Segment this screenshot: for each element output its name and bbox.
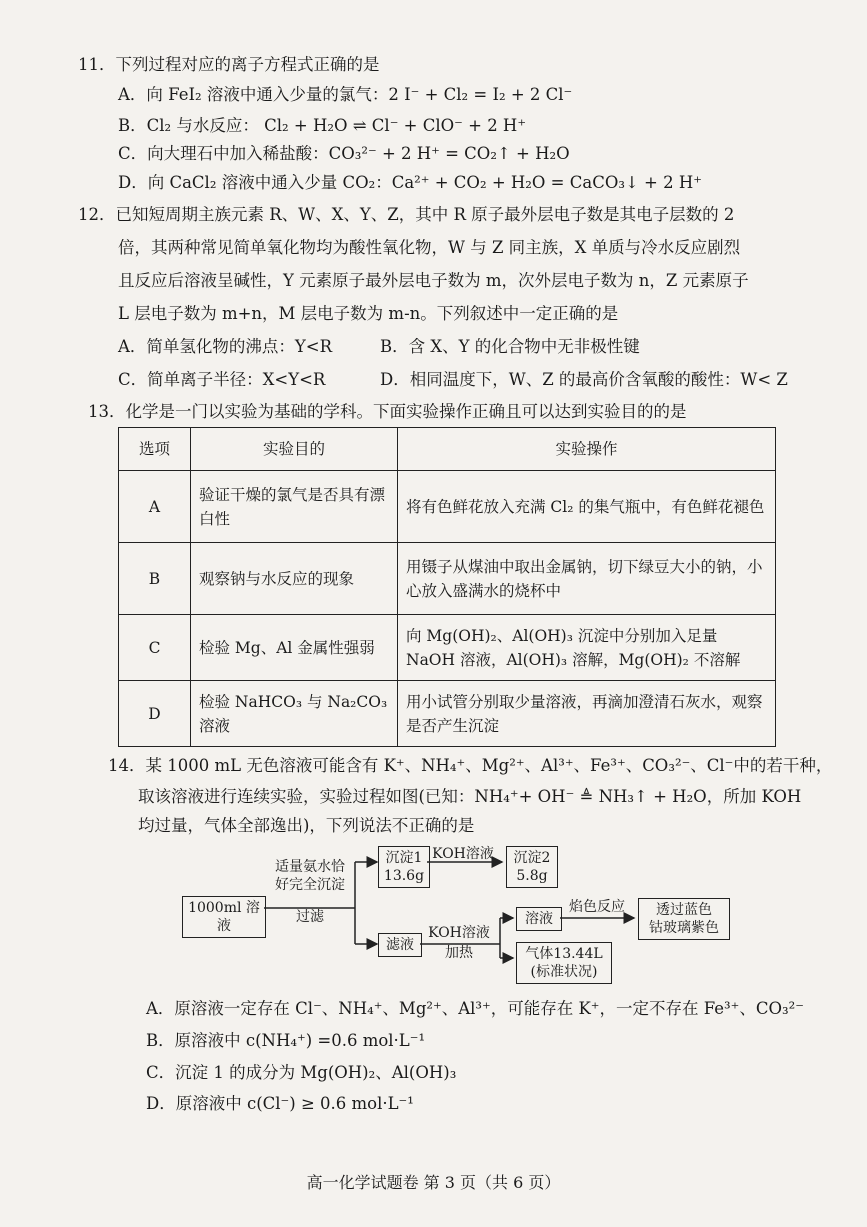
flow-start-box: 1000ml 溶液 xyxy=(182,896,266,938)
q13-stem: 13．化学是一门以实验为基础的学科。下面实验操作正确且可以达到实验目的的是 xyxy=(88,402,687,421)
q14-line: 14．某 1000 mL 无色溶液可能含有 K⁺、NH₄⁺、Mg²⁺、Al³⁺、Fe³⁺、CO₃²⁻、Cl⁻中的若干种， xyxy=(108,756,833,775)
flow-gas-box xyxy=(516,942,612,984)
q12-line: 12．已知短周期主族元素 R、W、X、Y、Z，其中 R 原子最外层电子数是其电子层数的 2 xyxy=(78,205,735,224)
table-cell-goal: 检验 Mg、Al 金属性强弱 xyxy=(191,615,398,681)
table-header: 实验目的 xyxy=(191,428,398,471)
q12-line: 且反应后溶液呈碱性，Y 元素原子最外层电子数为 m，次外层电子数为 n，Z 元素原子 xyxy=(118,271,749,290)
table-cell-option: D xyxy=(119,681,191,747)
q12-option-c: C．简单离子半径：X<Y<R xyxy=(118,370,326,389)
flow-heat-label: 加热 xyxy=(445,945,473,961)
flow-precipitate2-box xyxy=(506,846,558,888)
table-cell-goal: 检验 NaHCO₃ 与 Na₂CO₃ 溶液 xyxy=(191,681,398,747)
flow-koh2-label: KOH溶液 xyxy=(428,925,490,941)
q14-option-c: C．沉淀 1 的成分为 Mg(OH)₂、Al(OH)₃ xyxy=(146,1063,457,1082)
q12-option-d: D．相同温度下，W、Z 的最高价含氧酸的酸性：W< Z xyxy=(380,370,788,389)
table-cell-option: A xyxy=(119,471,191,543)
table-cell-operation: 向 Mg(OH)₂、Al(OH)₃ 沉淀中分别加入足量 NaOH 溶液，Al(OH)₃ 溶解，Mg(OH)₂ 不溶解 xyxy=(398,615,776,681)
flow-precipitate2-mass: 5.8g xyxy=(516,868,548,884)
flow-step1-label: 适量氨水恰 xyxy=(275,859,345,875)
q14-option-a: A．原溶液一定存在 Cl⁻、NH₄⁺、Mg²⁺、Al³⁺，可能存在 K⁺，一定不存在 Fe³⁺、CO₃²⁻ xyxy=(146,999,804,1018)
flow-flame-label: 焰色反应 xyxy=(569,899,625,915)
table-cell-option: C xyxy=(119,615,191,681)
flow-precipitate2-name: 沉淀2 xyxy=(513,850,551,866)
flow-precipitate1-box xyxy=(378,846,430,888)
table-cell-operation: 用小试管分别取少量溶液，再滴加澄清石灰水，观察是否产生沉淀 xyxy=(398,681,776,747)
flow-result-line: 钴玻璃紫色 xyxy=(649,920,719,936)
flow-result-line: 透过蓝色 xyxy=(656,902,712,918)
flow-gas-volume: 气体13.44L xyxy=(525,946,603,962)
table-header: 实验操作 xyxy=(398,428,776,471)
q12-option-a: A．简单氢化物的沸点：Y<R xyxy=(118,337,333,356)
q12-option-b: B．含 X、Y 的化合物中无非极性键 xyxy=(380,337,640,356)
q11-option-b: B．Cl₂ 与水反应： Cl₂ + H₂O ⇌ Cl⁻ + ClO⁻ + 2 H⁺ xyxy=(118,116,527,135)
table-cell-option: B xyxy=(119,543,191,615)
table-header: 选项 xyxy=(119,428,191,471)
table-cell-operation: 用镊子从煤油中取出金属钠，切下绿豆大小的钠，小心放入盛满水的烧杯中 xyxy=(398,543,776,615)
q11-option-c: C．向大理石中加入稀盐酸：CO₃²⁻ + 2 H⁺ = CO₂↑ + H₂O xyxy=(118,144,570,163)
flow-step1-label: 过滤 xyxy=(296,909,324,925)
q14-line: 均过量，气体全部逸出)，下列说法不正确的是 xyxy=(138,816,475,835)
q14-option-d: D．原溶液中 c(Cl⁻) ≥ 0.6 mol·L⁻¹ xyxy=(146,1094,414,1113)
page-footer: 高一化学试题卷 第 3 页（共 6 页） xyxy=(306,1173,561,1192)
q11-option-d: D．向 CaCl₂ 溶液中通入少量 CO₂：Ca²⁺ + CO₂ + H₂O = CaCO₃↓ + 2 H⁺ xyxy=(118,173,702,192)
q11-option-a: A．向 FeI₂ 溶液中通入少量的氯气：2 I⁻ + Cl₂ = I₂ + 2 Cl⁻ xyxy=(118,85,573,104)
table-cell-operation: 将有色鲜花放入充满 Cl₂ 的集气瓶中，有色鲜花褪色 xyxy=(398,471,776,543)
q14-option-b: B．原溶液中 c(NH₄⁺) =0.6 mol·L⁻¹ xyxy=(146,1031,426,1050)
flow-result-box xyxy=(638,898,730,940)
table-cell-goal: 验证干燥的氯气是否具有漂白性 xyxy=(191,471,398,543)
flow-step1-label: 好完全沉淀 xyxy=(275,877,345,893)
q11-stem: 11．下列过程对应的离子方程式正确的是 xyxy=(78,55,380,74)
q12-line: L 层电子数为 m+n，M 层电子数为 m-n。下列叙述中一定正确的是 xyxy=(118,304,619,323)
q14-line: 取该溶液进行连续实验，实验过程如图(已知：NH₄⁺+ OH⁻ ≜ NH₃↑ + H₂O，所加 KOH xyxy=(138,787,802,806)
flow-solution-box: 溶液 xyxy=(516,907,562,931)
q12-line: 倍，其两种常见简单氧化物均为酸性氧化物，W 与 Z 同主族，X 单质与冷水反应剧烈 xyxy=(118,238,741,257)
table-cell-goal: 观察钠与水反应的现象 xyxy=(191,543,398,615)
flow-precipitate1-name: 沉淀1 xyxy=(385,850,423,866)
flow-filtrate-box: 滤液 xyxy=(378,933,422,957)
flow-koh1-label: KOH溶液 xyxy=(432,846,494,862)
flow-gas-condition: (标准状况) xyxy=(530,964,598,980)
flow-precipitate1-mass: 13.6g xyxy=(383,868,425,884)
